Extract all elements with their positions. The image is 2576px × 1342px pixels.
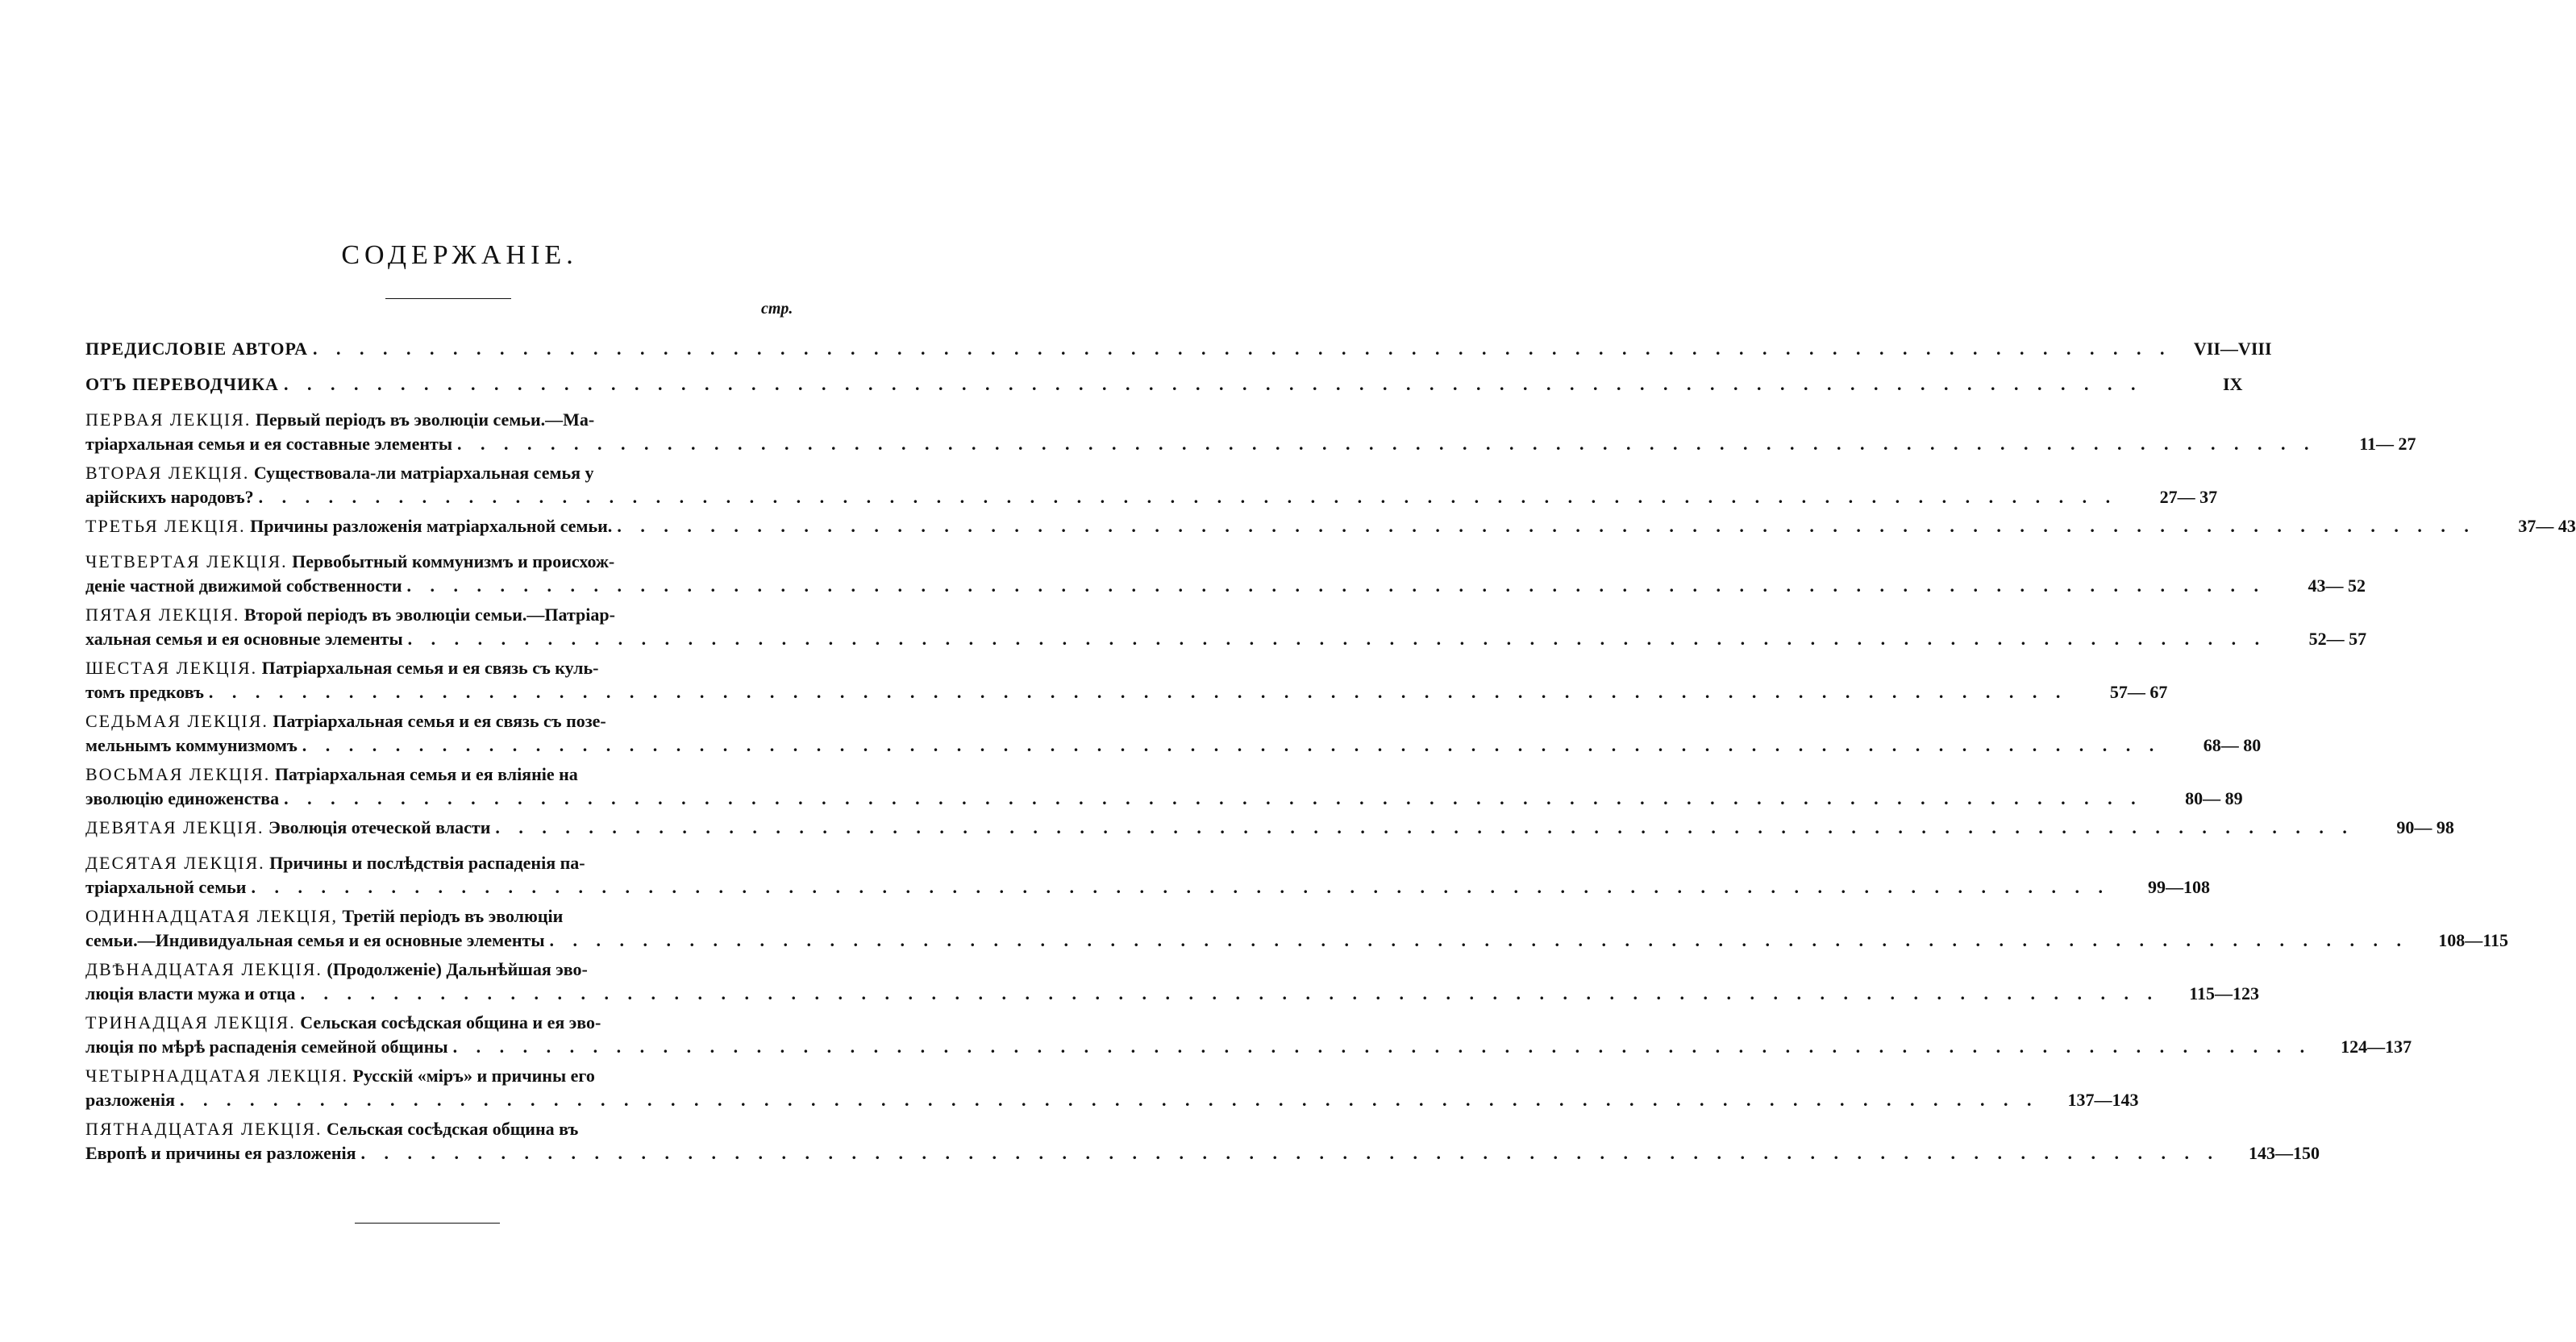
toc-entry-pages: 57— 67 <box>2109 682 2168 702</box>
dot-leader: . . . . . . . . . . . . . . . . . . . . . . . . . . . . . . . . . . . . . . . . . . . . . . . . . . . . . . . . . . . . . . . . . . . . . . . . . . . . . . . . <box>617 516 2476 536</box>
toc-entry-heading: ВОСЬМАЯ ЛЕКЦІЯ. <box>85 764 271 784</box>
toc-entry[interactable] <box>85 1117 2320 1165</box>
toc-entry-text: люція власти мужа и отца <box>85 983 296 1003</box>
toc-entry-text: Существовала-ли матріархальная семья у <box>253 463 594 483</box>
toc-entry-heading: ПЯТАЯ ЛЕКЦІЯ. <box>85 605 240 625</box>
toc-entry-text: люція по мѣрѣ распаденія семейной общины <box>85 1037 448 1057</box>
toc-entry-text: Европѣ и причины ея разложенія <box>85 1143 356 1163</box>
toc-entry[interactable] <box>85 816 2454 840</box>
toc-entry[interactable] <box>85 461 2218 509</box>
toc-entry-pages: 27— 37 <box>2159 487 2218 507</box>
dot-leader: . . . . . . . . . . . . . . . . . . . . . . . . . . . . . . . . . . . . . . . . . . . . . . . . . . . . . . . . . . . . . . . . . . . . . . . . . . . . . . . . <box>283 374 2143 394</box>
toc-entry[interactable] <box>85 372 2243 397</box>
dot-leader: . . . . . . . . . . . . . . . . . . . . . . . . . . . . . . . . . . . . . . . . . . . . . . . . . . . . . . . . . . . . . . . . . . . . . . . . . . . . . . . . <box>457 434 2316 454</box>
toc-entry-pages: VII—VIII <box>2193 339 2272 359</box>
toc-entry-pages: 37— 43 <box>2518 516 2576 536</box>
toc-entry-text: хальная семья и ея основные элементы <box>85 629 403 649</box>
toc-entry-text: Причины и послѣдствія распаденія па- <box>269 853 585 873</box>
toc-entry-text: Патріархальная семья и ея связь съ позе- <box>273 711 606 731</box>
toc-entry-heading: ПЯТНАДЦАТАЯ ЛЕКЦІЯ. <box>85 1119 323 1139</box>
toc-entry[interactable] <box>85 514 2576 538</box>
toc-entry-heading: ВТОРАЯ ЛЕКЦІЯ. <box>85 463 250 483</box>
toc-entry[interactable] <box>85 337 2272 361</box>
toc-entry-heading: ДВѢНАДЦАТАЯ ЛЕКЦІЯ. <box>85 959 323 979</box>
toc-entry-text: Русскій «міръ» и причины его <box>352 1066 595 1086</box>
dot-leader: . . . . . . . . . . . . . . . . . . . . . . . . . . . . . . . . . . . . . . . . . . . . . . . . . . . . . . . . . . . . . . . . . . . . . . . . . . . . . . . . <box>360 1143 2220 1163</box>
dot-leader: . . . . . . . . . . . . . . . . . . . . . . . . . . . . . . . . . . . . . . . . . . . . . . . . . . . . . . . . . . . . . . . . . . . . . . . . . . . . . . . . <box>302 735 2162 755</box>
toc-entry-pages: 99—108 <box>2147 877 2210 897</box>
toc-entry-heading: ОДИННАДЦАТАЯ ЛЕКЦІЯ, <box>85 906 339 926</box>
toc-entry-pages: 68— 80 <box>2203 735 2262 755</box>
dot-leader: . . . . . . . . . . . . . . . . . . . . . . . . . . . . . . . . . . . . . . . . . . . . . . . . . . . . . . . . . . . . . . . . . . . . . . . . . . . . . . . . <box>406 575 2266 596</box>
toc-entry-text: Патріархальная семья и ея связь съ куль- <box>261 658 599 678</box>
toc-entry[interactable] <box>85 709 2262 758</box>
dot-leader: . . . . . . . . . . . . . . . . . . . . . . . . . . . . . . . . . . . . . . . . . . . . . . . . . . . . . . . . . . . . . . . . . . . . . . . . . . . . . . . . <box>300 983 2160 1003</box>
page-column-label: стр. <box>761 300 793 318</box>
toc-entry-heading: ТРЕТЬЯ ЛЕКЦІЯ. <box>85 516 246 536</box>
toc-entry[interactable] <box>85 1011 2412 1059</box>
toc-entry-text: (Продолженіе) Дальнѣйшая эво- <box>327 959 588 979</box>
dot-leader: . . . . . . . . . . . . . . . . . . . . . . . . . . . . . . . . . . . . . . . . . . . . . . . . . . . . . . . . . . . . . . . . . . . . . . . . . . . . . . . . <box>549 930 2409 950</box>
table-of-contents <box>85 337 2576 1170</box>
toc-entry[interactable] <box>85 762 2243 811</box>
toc-entry[interactable] <box>85 603 2367 651</box>
toc-entry-pages: 43— 52 <box>2308 575 2366 596</box>
toc-entry[interactable] <box>85 1064 2139 1112</box>
toc-entry-heading: ПРЕДИСЛОВІЕ АВТОРА <box>85 339 309 359</box>
toc-entry[interactable] <box>85 904 2509 953</box>
toc-entry-text: тріархальная семья и ея составные элементы <box>85 434 453 454</box>
toc-entry[interactable] <box>85 851 2210 900</box>
toc-entry-text: Сельская сосѣдская община въ <box>326 1119 579 1139</box>
toc-entry-text: мельнымъ коммунизмомъ <box>85 735 298 755</box>
toc-entry-pages: 90— 98 <box>2396 817 2454 837</box>
toc-entry-pages: 80— 89 <box>2185 788 2243 808</box>
dot-leader: . . . . . . . . . . . . . . . . . . . . . . . . . . . . . . . . . . . . . . . . . . . . . . . . . . . . . . . . . . . . . . . . . . . . . . . . . . . . . . . . <box>495 817 2354 837</box>
toc-entry-heading: ЧЕТВЕРТАЯ ЛЕКЦІЯ. <box>85 551 288 571</box>
toc-entry-text: Второй періодъ въ эволюціи семьи.—Патріар- <box>243 605 615 625</box>
toc-entry-heading: ДЕВЯТАЯ ЛЕКЦІЯ. <box>85 817 264 837</box>
toc-entry-text: деніе частной движимой собственности <box>85 575 402 596</box>
dot-leader: . . . . . . . . . . . . . . . . . . . . . . . . . . . . . . . . . . . . . . . . . . . . . . . . . . . . . . . . . . . . . . . . . . . . . . . . . . . . . . . . <box>180 1090 2039 1110</box>
toc-entry-pages: 124—137 <box>2341 1037 2412 1057</box>
toc-entry-pages: 52— 57 <box>2308 629 2367 649</box>
toc-entry-text: Патріархальная семья и ея вліяніе на <box>274 764 578 784</box>
dot-leader: . . . . . . . . . . . . . . . . . . . . . . . . . . . . . . . . . . . . . . . . . . . . . . . . . . . . . . . . . . . . . . . . . . . . . . . . . . . . . . . . <box>208 682 2068 702</box>
toc-entry-text: тріархальной семьи <box>85 877 247 897</box>
toc-entry-text: Эволюція отеческой власти <box>268 817 491 837</box>
toc-entry-heading: ОТЪ ПЕРЕВОДЧИКА <box>85 374 279 394</box>
dot-leader: . . . . . . . . . . . . . . . . . . . . . . . . . . . . . . . . . . . . . . . . . . . . . . . . . . . . . . . . . . . . . . . . . . . . . . . . . . . . . . . . <box>258 487 2118 507</box>
toc-entry-pages: 11— 27 <box>2359 434 2416 454</box>
toc-entry-text: Сельская сосѣдская община и ея эво- <box>300 1012 601 1032</box>
toc-entry-pages: 143—150 <box>2249 1143 2320 1163</box>
dot-leader: . . . . . . . . . . . . . . . . . . . . . . . . . . . . . . . . . . . . . . . . . . . . . . . . . . . . . . . . . . . . . . . . . . . . . . . . . . . . . . . . <box>251 877 2110 897</box>
toc-entry-pages: IX <box>2223 374 2243 394</box>
dot-leader: . . . . . . . . . . . . . . . . . . . . . . . . . . . . . . . . . . . . . . . . . . . . . . . . . . . . . . . . . . . . . . . . . . . . . . . . . . . . . . . . <box>407 629 2267 649</box>
page-title: СОДЕРЖАНІЕ. <box>341 240 578 270</box>
top-divider <box>385 298 511 299</box>
toc-entry-pages: 137—143 <box>2067 1090 2139 1110</box>
toc-entry[interactable] <box>85 408 2416 456</box>
toc-entry-text: Первый періодъ въ эволюціи семьи.—Ма- <box>255 409 595 430</box>
toc-entry-text: арійскихъ народовъ? <box>85 487 254 507</box>
toc-entry[interactable] <box>85 656 2168 704</box>
toc-entry-text: эволюцію единоженства <box>85 788 280 808</box>
toc-entry-heading: ЧЕТЫРНАДЦАТАЯ ЛЕКЦІЯ. <box>85 1066 349 1086</box>
toc-entry-heading: ПЕРВАЯ ЛЕКЦІЯ. <box>85 409 252 430</box>
toc-entry-text: Причины разложенія матріархальной семьи. <box>250 516 613 536</box>
toc-entry-text: разложенія <box>85 1090 175 1110</box>
toc-entry-text: Третій періодъ въ эволюціи <box>342 906 564 926</box>
bottom-divider <box>355 1223 500 1224</box>
dot-leader: . . . . . . . . . . . . . . . . . . . . . . . . . . . . . . . . . . . . . . . . . . . . . . . . . . . . . . . . . . . . . . . . . . . . . . . . . . . . . . . . <box>313 339 2172 359</box>
toc-entry-pages: 108—115 <box>2438 930 2509 950</box>
toc-entry-text: томъ предковъ <box>85 682 204 702</box>
dot-leader: . . . . . . . . . . . . . . . . . . . . . . . . . . . . . . . . . . . . . . . . . . . . . . . . . . . . . . . . . . . . . . . . . . . . . . . . . . . . . . . . <box>284 788 2143 808</box>
toc-entry-heading: ТРИНАДЦАЯ ЛЕКЦІЯ. <box>85 1012 296 1032</box>
dot-leader: . . . . . . . . . . . . . . . . . . . . . . . . . . . . . . . . . . . . . . . . . . . . . . . . . . . . . . . . . . . . . . . . . . . . . . . . . . . . . . . . <box>452 1037 2312 1057</box>
toc-entry-text: Первобытный коммунизмъ и происхож- <box>292 551 615 571</box>
toc-entry-heading: ШЕСТАЯ ЛЕКЦІЯ. <box>85 658 258 678</box>
toc-entry[interactable] <box>85 550 2366 598</box>
toc-entry-text: семьи.—Индивидуальная семья и ея основные элементы <box>85 930 545 950</box>
toc-entry-heading: ДЕСЯТАЯ ЛЕКЦІЯ. <box>85 853 265 873</box>
toc-entry[interactable] <box>85 958 2260 1006</box>
toc-entry-pages: 115—123 <box>2189 983 2260 1003</box>
toc-entry-heading: СЕДЬМАЯ ЛЕКЦІЯ. <box>85 711 268 731</box>
